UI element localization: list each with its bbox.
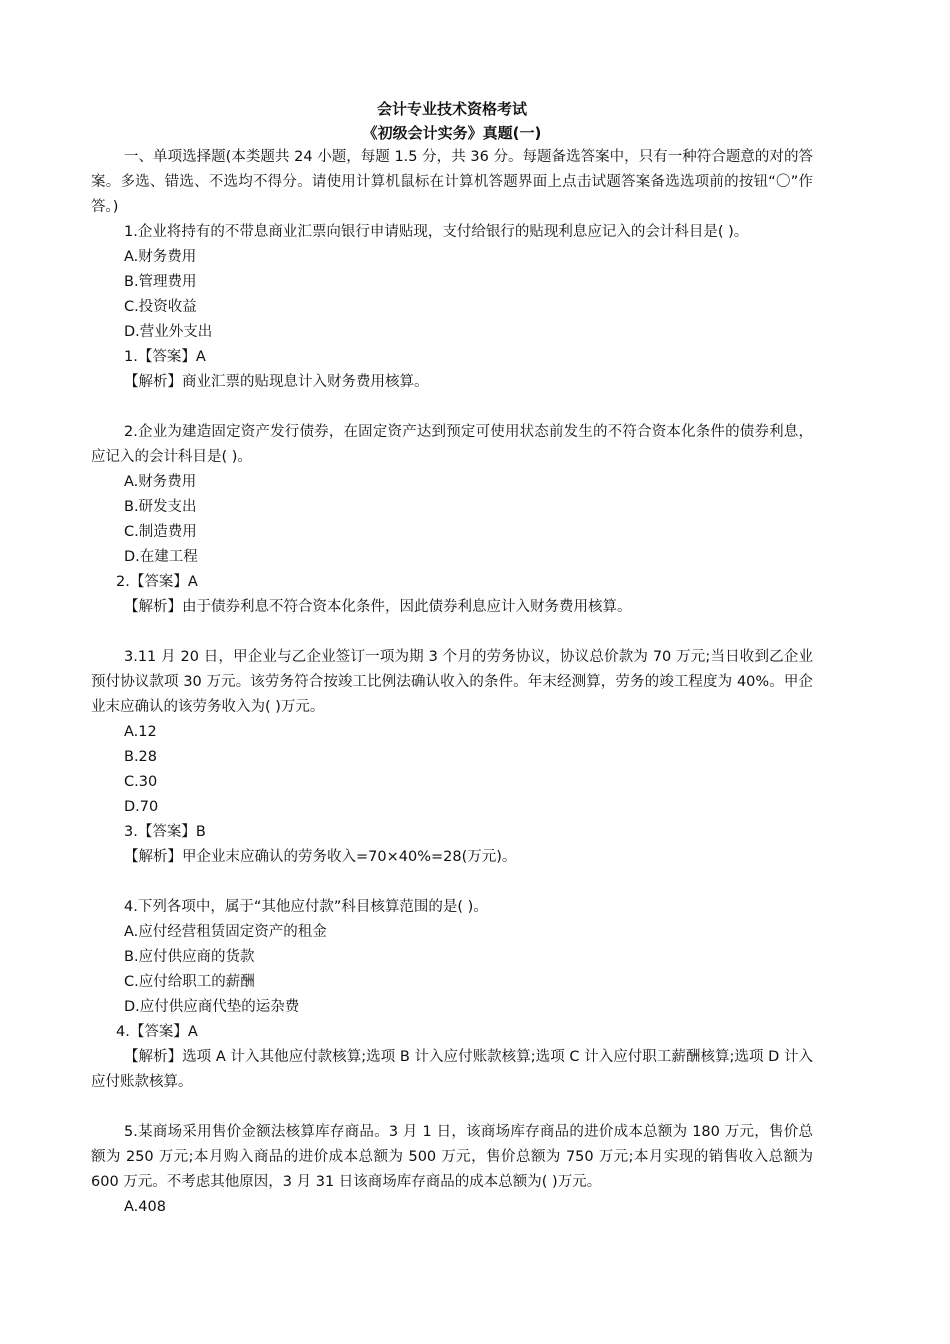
question-stem: 5.某商场采用售价金额法核算库存商品。3 月 1 日，该商场库存商品的进价成本总额为 180 万元，售价总额为 250 万元;本月购入商品的进价成本总额为 500 万元，售价总额为 750 万元;本月实现的销售收入总额为 600 万元。不考虑其他原因，3 月 31 日该商场库存商品的成本总额为( )万元。 <box>91 1124 813 1190</box>
option-b: B.研发支出 <box>124 499 197 515</box>
option-a: A.财务费用 <box>124 474 197 490</box>
answer: 1.【答案】A <box>124 349 206 365</box>
question-5 <box>91 1120 813 1220</box>
answer: 4.【答案】A <box>116 1024 198 1040</box>
option-d: D.70 <box>124 799 159 815</box>
option-b: B.管理费用 <box>124 274 197 290</box>
option-a: A.408 <box>124 1199 166 1215</box>
exam-subtitle: 《初级会计实务》真题(一) <box>362 124 542 142</box>
explanation: 【解析】选项 A 计入其他应付款核算;选项 B 计入应付账款核算;选项 C 计入应付职工薪酬核算;选项 D 计入应付账款核算。 <box>91 1049 813 1090</box>
spacer <box>91 620 813 645</box>
option-d: D.营业外支出 <box>124 324 213 340</box>
answer: 3.【答案】B <box>124 824 206 840</box>
answer: 2.【答案】A <box>116 574 198 590</box>
question-2 <box>91 420 813 620</box>
option-a: A.财务费用 <box>124 249 197 265</box>
option-a: A.12 <box>124 724 157 740</box>
explanation: 【解析】商业汇票的贴现息计入财务费用核算。 <box>124 374 429 390</box>
spacer <box>91 1095 813 1120</box>
option-d: D.应付供应商代垫的运杂费 <box>124 999 300 1015</box>
option-d: D.在建工程 <box>124 549 198 565</box>
question-stem: 2.企业为建造固定资产发行债券，在固定资产达到预定可使用状态前发生的不符合资本化条件的债券利息，应记入的会计科目是( )。 <box>91 424 813 465</box>
option-b: B.28 <box>124 749 158 765</box>
question-stem: 4.下列各项中，属于“其他应付款”科目核算范围的是( )。 <box>124 899 488 915</box>
option-b: B.应付供应商的货款 <box>124 949 255 965</box>
option-c: C.30 <box>124 774 158 790</box>
section-intro: 一、单项选择题(本类题共 24 小题，每题 1.5 分，共 36 分。每题备选答案中，只有一种符合题意的对的答案。多选、错选、不选均不得分。请使用计算机鼠标在计算机答题界面上点击试题答案备选选项前的按钮“〇”作答。) <box>91 149 813 215</box>
option-a: A.应付经营租赁固定资产的租金 <box>124 924 327 940</box>
spacer <box>91 870 813 895</box>
question-4 <box>91 895 813 1095</box>
question-1 <box>91 220 813 395</box>
option-c: C.应付给职工的薪酬 <box>124 974 255 990</box>
question-3 <box>91 645 813 870</box>
exam-title: 会计专业技术资格考试 <box>376 100 527 118</box>
option-c: C.制造费用 <box>124 524 197 540</box>
option-c: C.投资收益 <box>124 299 197 315</box>
document-page <box>91 97 813 1220</box>
spacer <box>91 395 813 420</box>
question-stem: 1.企业将持有的不带息商业汇票向银行申请贴现，支付给银行的贴现利息应记入的会计科目是( )。 <box>124 224 749 240</box>
explanation: 【解析】甲企业末应确认的劳务收入=70×40%=28(万元)。 <box>124 849 517 865</box>
explanation: 【解析】由于债券利息不符合资本化条件，因此债券利息应计入财务费用核算。 <box>124 599 632 615</box>
question-stem: 3.11 月 20 日，甲企业与乙企业签订一项为期 3 个月的劳务协议，协议总价款为 70 万元;当日收到乙企业预付协议款项 30 万元。该劳务符合按竣工比例法确认收入的条件。年末经测算，劳务的竣工程度为 40%。甲企业末应确认的该劳务收入为( )万元。 <box>91 649 813 715</box>
